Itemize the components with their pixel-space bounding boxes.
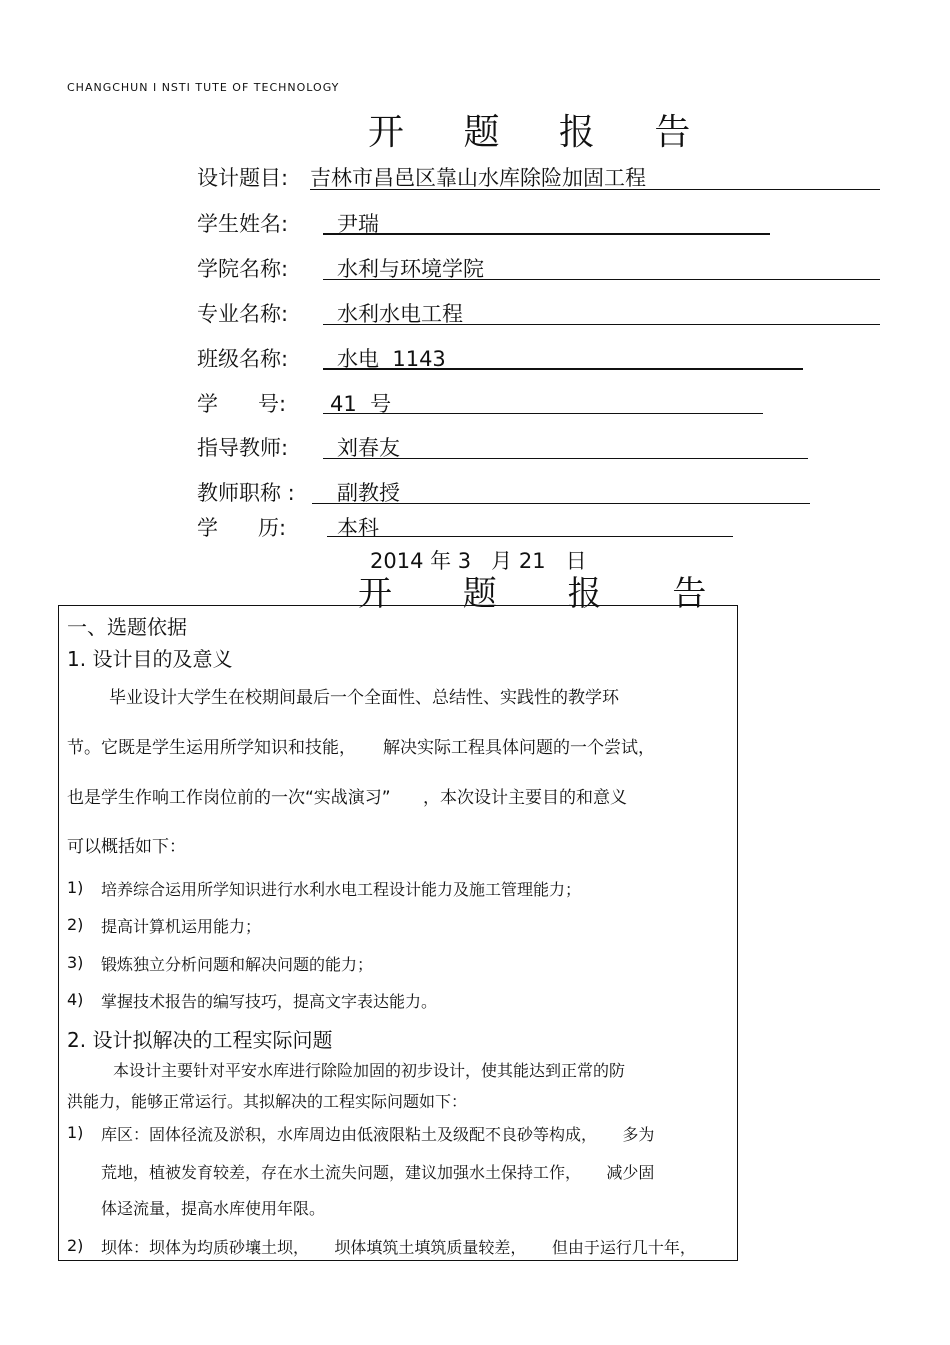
field-underline bbox=[323, 233, 770, 235]
list-item: 荒地，植被发育较差，存在水土流失问题，建议加强水土保持工作， 减少固 bbox=[101, 1163, 655, 1182]
field-value-class: 水电 1143 bbox=[337, 347, 446, 371]
field-value-degree: 本科 bbox=[337, 516, 379, 540]
field-value-major: 水利水电工程 bbox=[337, 302, 463, 326]
field-value-topic: 吉林市昌邑区靠山水库除险加固工程 bbox=[310, 166, 646, 190]
field-label-class: 班级名称: bbox=[197, 347, 289, 371]
subsection-heading: 1. 设计目的及意义 bbox=[67, 647, 233, 671]
section-heading: 一、选题依据 bbox=[67, 615, 187, 639]
list-number: 2) bbox=[67, 915, 84, 934]
field-label-student: 学生姓名: bbox=[197, 212, 289, 236]
field-label-major: 专业名称: bbox=[197, 302, 289, 326]
field-underline bbox=[310, 189, 880, 190]
field-label-college: 学院名称: bbox=[197, 257, 289, 281]
paragraph-line: 可以概括如下： bbox=[67, 837, 186, 857]
field-label-degree: 学 历: bbox=[197, 516, 287, 540]
paragraph-line: 也是学生作响工作岗位前的一次“实战演习” ，本次设计主要目的和意义 bbox=[67, 788, 628, 808]
field-underline bbox=[323, 324, 880, 325]
field-label-title: 教师职称 : bbox=[197, 481, 295, 505]
field-value-college: 水利与环境学院 bbox=[337, 257, 484, 281]
report-date: 2014 年 3 月 21 日 bbox=[370, 549, 587, 573]
paragraph-line: 毕业设计大学生在校期间最后一个全面性、总结性、实践性的教学环 bbox=[109, 688, 619, 708]
list-item: 培养综合运用所学知识进行水利水电工程设计能力及施工管理能力； bbox=[101, 880, 582, 899]
list-item: 锻炼独立分析问题和解决问题的能力； bbox=[101, 955, 374, 974]
field-label-advisor: 指导教师: bbox=[197, 436, 289, 460]
list-number: 1) bbox=[67, 1123, 84, 1142]
list-item: 提高计算机运用能力； bbox=[101, 917, 262, 936]
field-label-number: 学 号: bbox=[197, 392, 287, 416]
list-number: 2) bbox=[67, 1236, 84, 1255]
list-item: 坝体：坝体为均质砂壤土坝， 坝体填筑土填筑质量较差， 但由于运行几十年， bbox=[101, 1238, 696, 1257]
field-underline bbox=[323, 368, 803, 370]
paragraph-line: 洪能力，能够正常运行。其拟解决的工程实际问题如下： bbox=[67, 1092, 468, 1111]
list-number: 4) bbox=[67, 990, 84, 1009]
field-underline bbox=[323, 413, 763, 414]
field-label-topic: 设计题目: bbox=[197, 166, 289, 190]
institution-header: CHANGCHUN I NSTI TUTE OF TECHNOLOGY bbox=[67, 81, 340, 94]
list-item: 掌握技术报告的编写技巧，提高文字表达能力。 bbox=[101, 992, 438, 1011]
field-underline bbox=[323, 279, 880, 280]
paragraph-line: 节。它既是学生运用所学知识和技能， 解决实际工程具体问题的一个尝试， bbox=[67, 738, 656, 758]
report-title: 开 题 报 告 bbox=[358, 574, 737, 614]
field-value-student: 尹瑞 bbox=[337, 212, 379, 236]
paragraph-line: 本设计主要针对平安水库进行除险加固的初步设计，使其能达到正常的防 bbox=[113, 1061, 626, 1080]
field-value-advisor: 刘春友 bbox=[337, 436, 400, 460]
list-number: 3) bbox=[67, 953, 84, 972]
cover-title: 开 题 报 告 bbox=[368, 112, 715, 153]
field-value-title: 副教授 bbox=[337, 481, 400, 505]
field-underline bbox=[327, 536, 733, 537]
field-value-number: 41 号 bbox=[330, 392, 392, 416]
field-underline bbox=[312, 503, 810, 504]
list-item: 体迳流量，提高水库使用年限。 bbox=[101, 1199, 326, 1218]
list-item: 库区：固体径流及淤积，水库周边由低液限粘土及级配不良砂等构成， 多为 bbox=[101, 1125, 655, 1144]
subsection-heading: 2. 设计拟解决的工程实际问题 bbox=[67, 1028, 333, 1052]
field-underline bbox=[323, 458, 808, 459]
list-number: 1) bbox=[67, 878, 84, 897]
